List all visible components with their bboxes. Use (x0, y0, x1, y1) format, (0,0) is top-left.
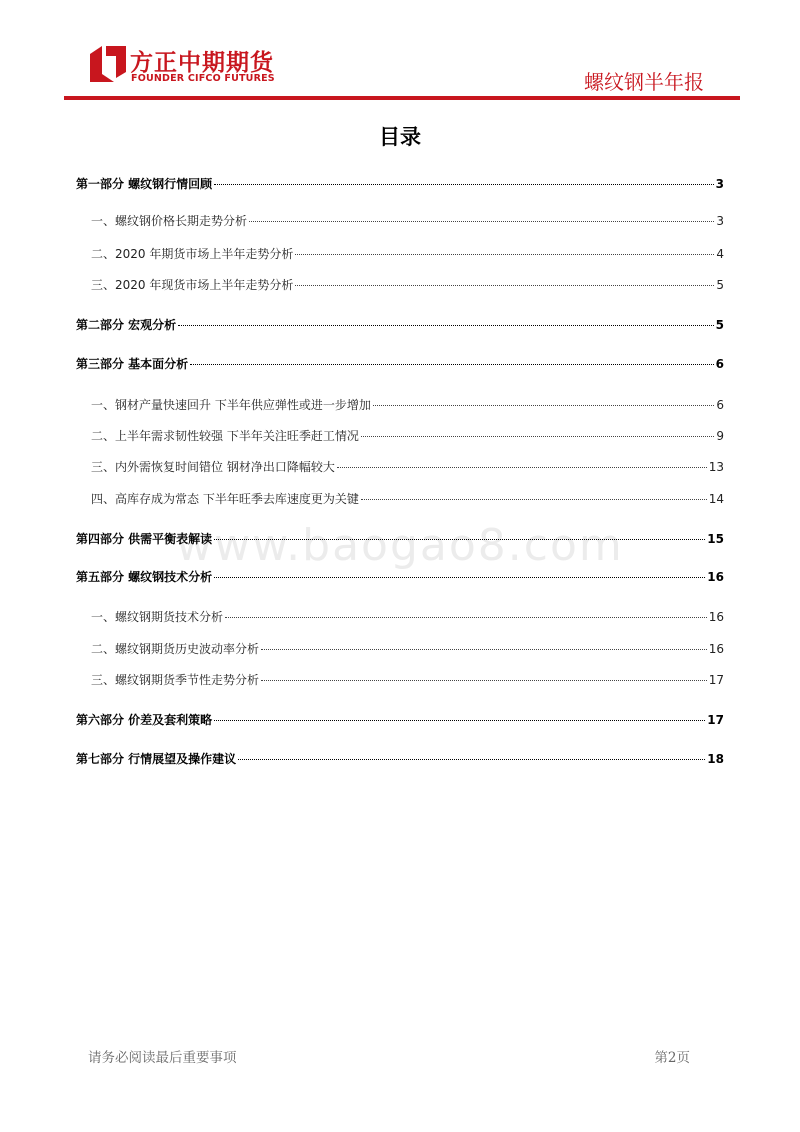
toc-section-entry[interactable] (76, 316, 724, 333)
watermark: www.baogao8.com (176, 520, 624, 571)
toc-entry-page-number: 16 (707, 570, 724, 584)
toc-dot-leader (361, 499, 707, 500)
toc-entry-title: 第六部分 价差及套利策略 (76, 713, 213, 727)
toc-entry-page-number: 14 (708, 492, 724, 506)
toc-entry-title: 第五部分 螺纹钢技术分析 (76, 570, 213, 584)
toc-section-entry[interactable] (76, 711, 724, 728)
toc-section-entry[interactable] (76, 750, 724, 767)
toc-subsection-entry[interactable] (76, 245, 724, 262)
toc-entry-title: 第四部分 供需平衡表解读 (76, 532, 213, 546)
toc-entry-title: 三、内外需恢复时间错位 钢材净出口降幅较大 (91, 460, 335, 474)
toc-section-entry[interactable] (76, 355, 724, 372)
toc-subsection-entry[interactable] (76, 671, 724, 688)
toc-subsection-entry[interactable] (76, 640, 724, 657)
toc-dot-leader (295, 285, 714, 286)
toc-dot-leader (295, 254, 714, 255)
toc-entry-title: 一、螺纹钢期货技术分析 (91, 610, 224, 624)
logo-english-name: FOUNDER CIFCO FUTURES (131, 73, 275, 84)
toc-entry-page-number: 17 (707, 713, 724, 727)
toc-dot-leader (214, 577, 705, 578)
toc-entry-page-number: 6 (715, 357, 724, 371)
toc-entry-page-number: 18 (707, 752, 724, 766)
toc-entry-page-number: 13 (708, 460, 724, 474)
toc-dot-leader (261, 680, 707, 681)
toc-title: 目录 (379, 125, 421, 149)
toc-entry-title: 三、2020 年现货市场上半年走势分析 (91, 278, 294, 292)
toc-dot-leader (249, 221, 714, 222)
toc-entry-title: 一、螺纹钢价格长期走势分析 (91, 214, 248, 228)
toc-section-entry[interactable] (76, 530, 724, 547)
toc-dot-leader (261, 649, 707, 650)
toc-entry-title: 三、螺纹钢期货季节性走势分析 (91, 673, 260, 687)
toc-section-entry[interactable] (76, 175, 724, 192)
toc-dot-leader (373, 405, 715, 406)
footer-page-number: 第2页 (654, 1050, 690, 1066)
toc-subsection-entry[interactable] (76, 427, 724, 444)
toc-entry-page-number: 5 (716, 278, 724, 292)
toc-dot-leader (214, 720, 705, 721)
toc-entry-page-number: 3 (715, 177, 724, 191)
toc-dot-leader (190, 364, 713, 365)
footer-notice: 请务必阅读最后重要事项 (88, 1050, 237, 1066)
toc-entry-page-number: 3 (716, 214, 724, 228)
toc-entry-title: 第一部分 螺纹钢行情回顾 (76, 177, 213, 191)
logo-chinese-name: 方正中期期货 (130, 50, 274, 76)
logo-mark-icon (88, 44, 128, 84)
toc-entry-page-number: 15 (707, 532, 724, 546)
toc-dot-leader (225, 617, 707, 618)
toc-entry-title: 第七部分 行情展望及操作建议 (76, 752, 237, 766)
toc-subsection-entry[interactable] (76, 212, 724, 229)
toc-subsection-entry[interactable] (76, 490, 724, 507)
report-title: 螺纹钢半年报 (584, 70, 704, 94)
toc-entry-page-number: 6 (716, 398, 724, 412)
toc-dot-leader (238, 759, 705, 760)
toc-entry-page-number: 16 (708, 642, 724, 656)
toc-entry-title: 二、上半年需求韧性较强 下半年关注旺季赶工情况 (91, 429, 359, 443)
toc-dot-leader (178, 325, 713, 326)
page-header (0, 0, 800, 105)
toc-entry-title: 第三部分 基本面分析 (76, 357, 189, 371)
toc-entry-title: 二、2020 年期货市场上半年走势分析 (91, 247, 294, 261)
toc-entry-title: 一、钢材产量快速回升 下半年供应弹性或进一步增加 (91, 398, 371, 412)
toc-entry-title: 二、螺纹钢期货历史波动率分析 (91, 642, 260, 656)
toc-dot-leader (214, 184, 713, 185)
toc-subsection-entry[interactable] (76, 276, 724, 293)
toc-entry-page-number: 4 (716, 247, 724, 261)
toc-section-entry[interactable] (76, 568, 724, 585)
toc-dot-leader (337, 467, 707, 468)
toc-entry-title: 第二部分 宏观分析 (76, 318, 177, 332)
toc-subsection-entry[interactable] (76, 458, 724, 475)
toc-entry-page-number: 16 (708, 610, 724, 624)
toc-entry-page-number: 17 (708, 673, 724, 687)
toc-dot-leader (361, 436, 715, 437)
toc-entry-page-number: 9 (716, 429, 724, 443)
toc-entry-page-number: 5 (715, 318, 724, 332)
toc-dot-leader (214, 539, 705, 540)
header-divider (64, 96, 740, 100)
toc-subsection-entry[interactable] (76, 608, 724, 625)
toc-subsection-entry[interactable] (76, 396, 724, 413)
company-logo (88, 44, 278, 88)
toc-entry-title: 四、高库存成为常态 下半年旺季去库速度更为关键 (91, 492, 359, 506)
